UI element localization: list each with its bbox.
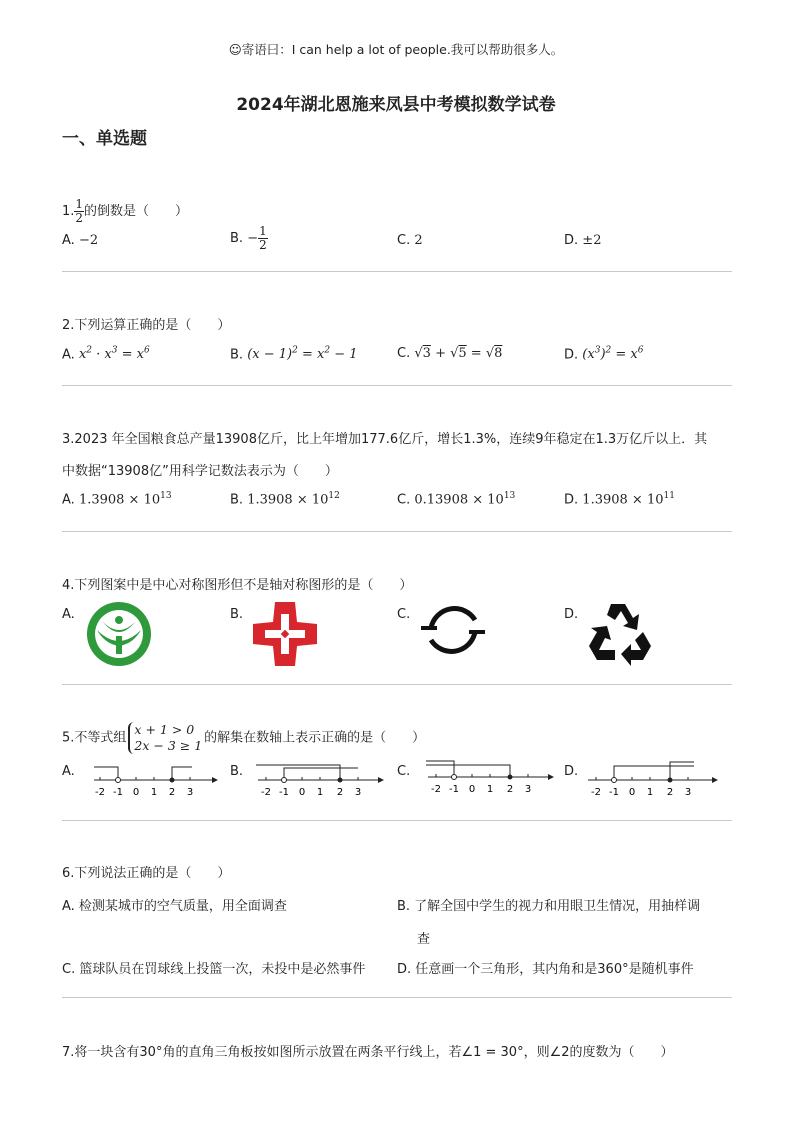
question-number: 1. bbox=[62, 204, 75, 219]
divider bbox=[62, 531, 732, 532]
question-4-stem: 4.下列图案中是中心对称图形但不是轴对称图形的是（ ） bbox=[62, 578, 413, 593]
tick-label: 2 bbox=[666, 787, 674, 798]
option-label: D. bbox=[564, 492, 579, 508]
q5-option-d-label[interactable]: D. bbox=[564, 764, 579, 779]
q6-option-a[interactable]: A. 检测某城市的空气质量，用全面调查 bbox=[62, 899, 287, 914]
number-line-b bbox=[252, 760, 384, 800]
tick-label: 0 bbox=[628, 787, 636, 798]
option-value: −2 bbox=[78, 233, 99, 248]
tick-label: 1 bbox=[646, 787, 654, 798]
tick-label: 3 bbox=[354, 787, 362, 798]
option-label: C. bbox=[397, 233, 411, 248]
q5-option-b-label[interactable]: B. bbox=[230, 764, 244, 779]
tick-label: 0 bbox=[468, 784, 476, 795]
q3-option-c[interactable] bbox=[397, 491, 515, 507]
tick-label: 0 bbox=[298, 787, 306, 798]
question-3-stem-line1: 3.2023 年全国粮食总产量13908亿斤，比上年增加177.6亿斤，增长1.3%，连续9年稳定在1.3万亿斤以上．其 bbox=[62, 432, 708, 447]
option-label: A. bbox=[62, 347, 75, 363]
q6-option-c[interactable]: C. 篮球队员在罚球线上投篮一次，未投中是必然事件 bbox=[62, 962, 366, 977]
tick-label: -1 bbox=[449, 784, 459, 795]
fraction bbox=[74, 198, 84, 225]
option-label: A. bbox=[62, 233, 75, 248]
green-food-logo-icon bbox=[85, 600, 153, 668]
divider bbox=[62, 997, 732, 998]
q2-option-b[interactable] bbox=[230, 346, 358, 362]
circular-arrows-icon bbox=[417, 598, 489, 662]
q4-option-a-label[interactable]: A. bbox=[62, 607, 75, 622]
question-text: 不等式组 bbox=[74, 730, 127, 746]
tick-label: 1 bbox=[316, 787, 324, 798]
question-number: 5. bbox=[62, 730, 75, 746]
q1-option-b[interactable] bbox=[230, 225, 268, 252]
inequality-1: x + 1 > 0 bbox=[134, 722, 195, 737]
tick-label: 3 bbox=[524, 784, 532, 795]
header-note: ☺寄语曰：I can help a lot of people.我可以帮助很多人。 bbox=[228, 42, 564, 57]
option-label: A. bbox=[62, 492, 75, 508]
tick-label: -1 bbox=[609, 787, 619, 798]
q6-option-b-continued: 查 bbox=[417, 932, 431, 947]
option-label: B. bbox=[230, 231, 244, 246]
section-heading: 一、单选题 bbox=[62, 129, 147, 149]
tick-label: 2 bbox=[168, 787, 176, 798]
option-exponent: 11 bbox=[663, 491, 675, 501]
tick-label: 3 bbox=[684, 787, 692, 798]
tick-label: -2 bbox=[431, 784, 441, 795]
q3-option-a[interactable] bbox=[62, 491, 172, 507]
option-exponent: 12 bbox=[328, 491, 340, 501]
tick-label: -2 bbox=[261, 787, 271, 798]
tick-label: 2 bbox=[336, 787, 344, 798]
frac-numerator: 1 bbox=[75, 197, 84, 211]
q6-option-d[interactable]: D. 任意画一个三角形，其内角和是360°是随机事件 bbox=[397, 962, 694, 977]
question-5-stem bbox=[62, 722, 425, 754]
option-exponent: 13 bbox=[503, 491, 516, 501]
option-label: D. bbox=[564, 233, 579, 248]
q3-option-b[interactable] bbox=[230, 491, 340, 507]
question-2-stem: 2.下列运算正确的是（ ） bbox=[62, 318, 231, 333]
question-6-stem: 6.下列说法正确的是（ ） bbox=[62, 866, 231, 881]
option-value: 1.3908 × 10 bbox=[78, 492, 161, 508]
tick-label: 1 bbox=[486, 784, 494, 795]
tick-label: -1 bbox=[113, 787, 123, 798]
q3-option-d[interactable] bbox=[564, 491, 675, 507]
tick-label: -2 bbox=[95, 787, 105, 798]
question-7-stem: 7.将一块含有30°角的直角三角板按如图所示放置在两条平行线上，若∠1 = 30°，则∠2的度数为（ ） bbox=[62, 1045, 674, 1060]
q5-option-c-label[interactable]: C. bbox=[397, 764, 411, 779]
q4-option-b-label[interactable]: B. bbox=[230, 607, 244, 622]
frac-denominator: 2 bbox=[75, 211, 84, 225]
fraction bbox=[258, 225, 268, 252]
q2-option-a[interactable] bbox=[62, 346, 150, 362]
option-value: 2 bbox=[414, 233, 423, 248]
tick-label: -1 bbox=[279, 787, 289, 798]
option-formula: $(x^3)^2 = x^6$ bbox=[582, 346, 644, 363]
number-line-d bbox=[582, 758, 718, 798]
divider bbox=[62, 684, 732, 685]
option-formula: $(x - 1)^2 = x^2 - 1$ bbox=[247, 346, 358, 363]
q2-option-d[interactable] bbox=[564, 346, 643, 362]
recycle-icon bbox=[585, 598, 655, 666]
tick-label: -2 bbox=[591, 787, 601, 798]
q1-option-a[interactable] bbox=[62, 233, 98, 248]
tick-label: 0 bbox=[132, 787, 140, 798]
q1-option-c[interactable] bbox=[397, 233, 423, 248]
q4-option-c-label[interactable]: C. bbox=[397, 607, 411, 622]
option-label: B. bbox=[230, 492, 244, 508]
option-value: 0.13908 × 10 bbox=[414, 492, 504, 508]
question-text: 的倒数是（ ） bbox=[84, 204, 189, 219]
option-label: B. bbox=[230, 347, 244, 363]
option-value: 1.3908 × 10 bbox=[582, 492, 664, 508]
q5-option-a-label[interactable]: A. bbox=[62, 764, 75, 779]
red-cross-icon bbox=[251, 600, 319, 668]
q1-option-d[interactable] bbox=[564, 233, 601, 248]
q4-option-d-label[interactable]: D. bbox=[564, 607, 579, 622]
inequality-system bbox=[128, 722, 202, 754]
option-label: C. bbox=[397, 492, 411, 508]
option-formula: $x^2 \cdot x^3 = x^6$ bbox=[78, 346, 150, 363]
question-1-stem bbox=[62, 198, 188, 225]
question-3-stem-line2: 中数据“13908亿”用科学记数法表示为（ ） bbox=[62, 464, 338, 479]
question-text: 的解集在数轴上表示正确的是（ ） bbox=[204, 730, 426, 746]
option-value: ±2 bbox=[582, 233, 602, 248]
tick-label: 1 bbox=[150, 787, 158, 798]
tick-label: 3 bbox=[186, 787, 194, 798]
frac-numerator: 1 bbox=[259, 224, 267, 238]
number-line-a bbox=[88, 760, 218, 800]
divider bbox=[62, 385, 732, 386]
option-label: C. bbox=[397, 346, 411, 361]
option-label: D. bbox=[564, 347, 579, 363]
frac-denominator: 2 bbox=[259, 238, 267, 252]
option-sign: − bbox=[247, 231, 259, 246]
divider bbox=[62, 271, 732, 272]
page-title: 2024年湖北恩施来凤县中考模拟数学试卷 bbox=[236, 95, 556, 115]
option-value: 1.3908 × 10 bbox=[247, 492, 329, 508]
option-formula: √3 + √5 = √8 bbox=[414, 346, 503, 361]
inequality-2: 2x − 3 ≥ 1 bbox=[134, 738, 203, 753]
option-exponent: 13 bbox=[160, 491, 172, 501]
divider bbox=[62, 820, 732, 821]
q6-option-b[interactable]: B. 了解全国中学生的视力和用眼卫生情况，用抽样调 bbox=[397, 899, 701, 914]
q2-option-c[interactable] bbox=[397, 346, 502, 361]
tick-label: 2 bbox=[506, 784, 514, 795]
number-line-c bbox=[422, 755, 554, 797]
